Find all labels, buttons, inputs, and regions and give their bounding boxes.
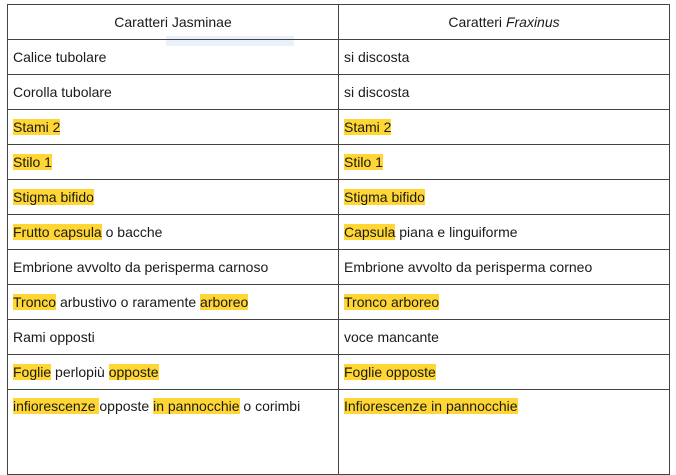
- highlighted-text: Capsula: [344, 223, 396, 240]
- header-fraxinus: [339, 5, 670, 40]
- table-row: [8, 285, 670, 320]
- cell-fraxinus: [339, 215, 670, 250]
- highlighted-text: Stami 2: [344, 118, 392, 135]
- cell-fraxinus: [339, 250, 670, 285]
- cell-text: piana e linguiforme: [395, 223, 518, 240]
- cell-text: perlopiù: [51, 363, 109, 380]
- cell-jasminae: [8, 355, 339, 390]
- header-fraxinus-name: Fraxinus: [505, 13, 560, 30]
- cell-jasminae: [8, 320, 339, 355]
- cell-fraxinus: [339, 180, 670, 215]
- cell-text: Embrione avvolto da perisperma carnoso: [13, 258, 269, 275]
- comparison-table-wrapper: [7, 4, 669, 475]
- table-row: [8, 250, 670, 285]
- highlighted-text: Tronco: [13, 293, 57, 310]
- cell-fraxinus: [339, 110, 670, 145]
- cell-jasminae: [8, 215, 339, 250]
- cell-fraxinus: [339, 285, 670, 320]
- cell-text: opposte: [99, 398, 154, 414]
- cell-text: Calice tubolare: [13, 48, 107, 65]
- cell-text: o bacche: [101, 223, 163, 240]
- cell-text: arbustivo o raramente: [56, 293, 201, 310]
- cell-fraxinus: [339, 320, 670, 355]
- highlighted-text: Stigma bifido: [13, 188, 94, 205]
- header-jasminae-prefix: Caratteri: [114, 13, 172, 30]
- cell-jasminae: [8, 180, 339, 215]
- cell-jasminae: [8, 40, 339, 75]
- header-jasminae: [8, 5, 339, 40]
- highlighted-text: Stilo 1: [344, 153, 383, 170]
- highlighted-text: in pannocchie: [153, 398, 240, 414]
- cell-fraxinus: [339, 390, 670, 475]
- highlighted-text: Foglie opposte: [344, 363, 436, 380]
- cell-jasminae: [8, 110, 339, 145]
- highlighted-text: Stami 2: [13, 118, 61, 135]
- table-header-row: [8, 5, 670, 40]
- cell-text: si discosta: [344, 83, 410, 100]
- highlighted-text: infiorescenze: [13, 398, 100, 414]
- cell-text: Embrione avvolto da perisperma corneo: [344, 258, 593, 275]
- table-row: [8, 320, 670, 355]
- comparison-table: [7, 4, 670, 475]
- table-row: [8, 215, 670, 250]
- table-row: [8, 355, 670, 390]
- cell-text: o corimbi: [239, 398, 301, 414]
- cell-jasminae: [8, 285, 339, 320]
- highlighted-text: Frutto capsula: [13, 223, 102, 240]
- table-row: [8, 110, 670, 145]
- cell-text: Corolla tubolare: [13, 83, 112, 100]
- highlighted-text: Stigma bifido: [344, 188, 425, 205]
- table-row: [8, 390, 670, 475]
- cell-text: Rami opposti: [13, 328, 95, 345]
- table-row: [8, 145, 670, 180]
- header-jasminae-name: Jasminae: [171, 13, 232, 30]
- highlighted-text: Tronco arboreo: [344, 293, 440, 310]
- cell-fraxinus: [339, 355, 670, 390]
- cell-jasminae: [8, 250, 339, 285]
- highlighted-text: Foglie: [13, 363, 52, 380]
- highlighted-text: opposte: [108, 363, 159, 380]
- cell-fraxinus: [339, 75, 670, 110]
- cell-fraxinus: [339, 40, 670, 75]
- table-row: [8, 180, 670, 215]
- table-row: [8, 40, 670, 75]
- table-row: [8, 75, 670, 110]
- cell-jasminae: [8, 145, 339, 180]
- header-fraxinus-prefix: Caratteri: [448, 13, 506, 30]
- highlighted-text: Infiorescenze in pannocchie: [344, 398, 518, 414]
- highlighted-text: Stilo 1: [13, 153, 52, 170]
- highlighted-text: arboreo: [200, 293, 249, 310]
- cell-text: voce mancante: [344, 328, 439, 345]
- cell-text: si discosta: [344, 48, 410, 65]
- cell-fraxinus: [339, 145, 670, 180]
- cell-jasminae: [8, 390, 339, 475]
- cell-jasminae: [8, 75, 339, 110]
